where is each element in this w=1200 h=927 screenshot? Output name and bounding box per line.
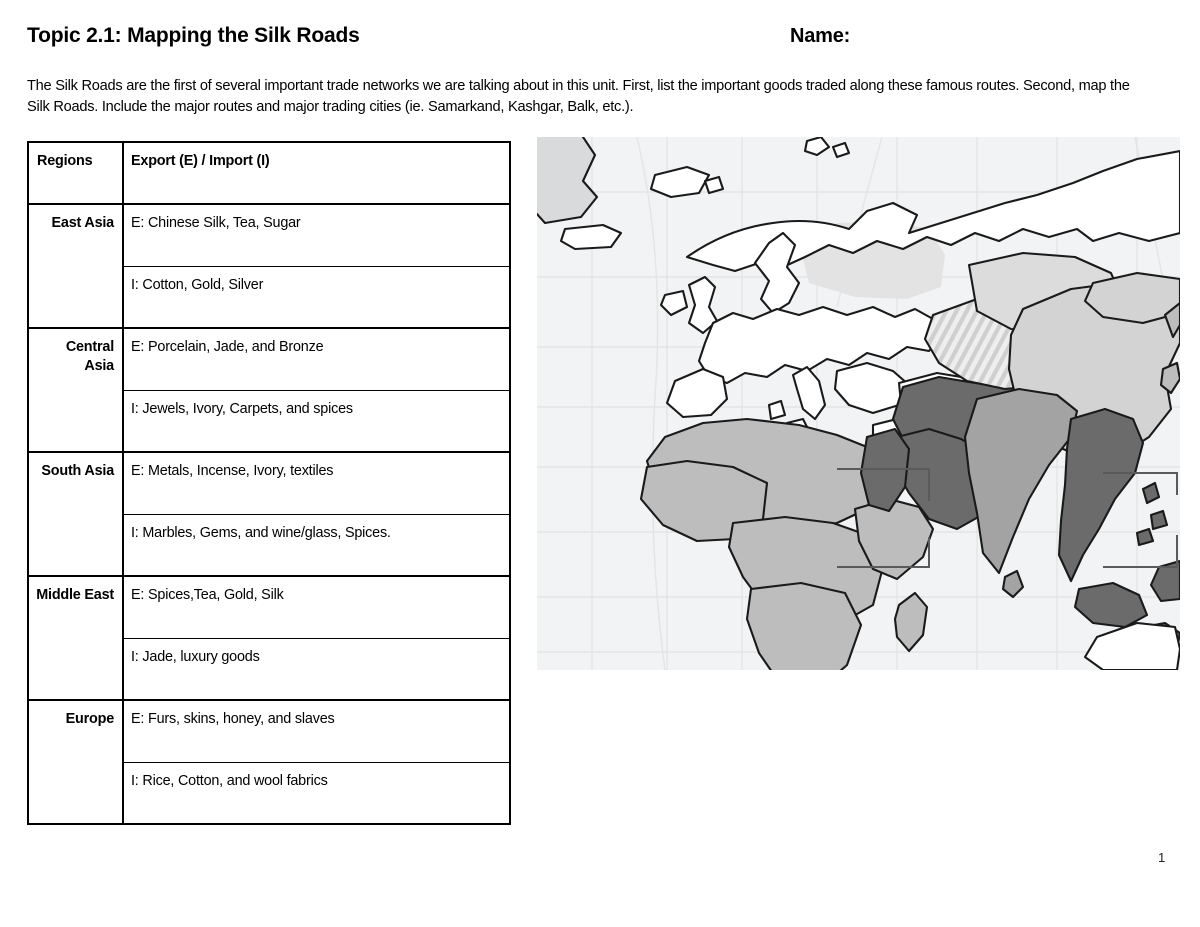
instructions-paragraph: The Silk Roads are the first of several important trade networks we are talking about in this unit. First, list the important goods traded along these famous routes. Second, map the Silk Roads. Include the major routes and major trading cities (ie. Samarkand, Kashgar, Balk, etc.). xyxy=(27,78,1130,115)
map-region-sardinia xyxy=(769,401,785,419)
table-row xyxy=(28,204,510,266)
map-region-philippines-islet xyxy=(1151,511,1167,529)
page-title: Topic 2.1: Mapping the Silk Roads xyxy=(27,24,360,47)
export-cell-middle-east[interactable]: E: Spices,Tea, Gold, Silk xyxy=(123,576,510,638)
name-field-label: Name: xyxy=(790,25,851,47)
region-label-middle-east: Middle East xyxy=(28,576,123,700)
region-label-europe: Europe xyxy=(28,700,123,824)
import-cell-middle-east[interactable]: I: Jade, luxury goods xyxy=(123,638,510,700)
map-region-arctic-islet xyxy=(833,143,849,157)
table-row xyxy=(28,452,510,514)
region-label-central-asia: Central Asia xyxy=(28,328,123,452)
export-cell-europe[interactable]: E: Furs, skins, honey, and slaves xyxy=(123,700,510,762)
table-header-row xyxy=(28,142,510,204)
map-region-philippines-islet-2 xyxy=(1137,529,1153,545)
map-region-southern-africa xyxy=(747,583,861,670)
import-cell-central-asia[interactable]: I: Jewels, Ivory, Carpets, and spices xyxy=(123,390,510,452)
world-map-image xyxy=(537,137,1180,670)
map-region-iceland-islet xyxy=(705,177,723,193)
table-row xyxy=(28,576,510,638)
trade-goods-table xyxy=(27,141,511,825)
export-cell-south-asia[interactable]: E: Metals, Incense, Ivory, textiles xyxy=(123,452,510,514)
import-cell-east-asia[interactable]: I: Cotton, Gold, Silver xyxy=(123,266,510,328)
page-number: 1 xyxy=(1158,850,1166,865)
export-cell-central-asia[interactable]: E: Porcelain, Jade, and Bronze xyxy=(123,328,510,390)
column-header-goods: Export (E) / Import (I) xyxy=(123,142,510,204)
column-header-regions: Regions xyxy=(28,142,123,204)
region-label-south-asia: South Asia xyxy=(28,452,123,576)
table-row xyxy=(28,700,510,762)
import-cell-south-asia[interactable]: I: Marbles, Gems, and wine/glass, Spices. xyxy=(123,514,510,576)
export-cell-east-asia[interactable]: E: Chinese Silk, Tea, Sugar xyxy=(123,204,510,266)
map-region-iceland-arc xyxy=(561,225,621,249)
import-cell-europe[interactable]: I: Rice, Cotton, and wool fabrics xyxy=(123,762,510,824)
table-row xyxy=(28,328,510,390)
region-label-east-asia: East Asia xyxy=(28,204,123,328)
